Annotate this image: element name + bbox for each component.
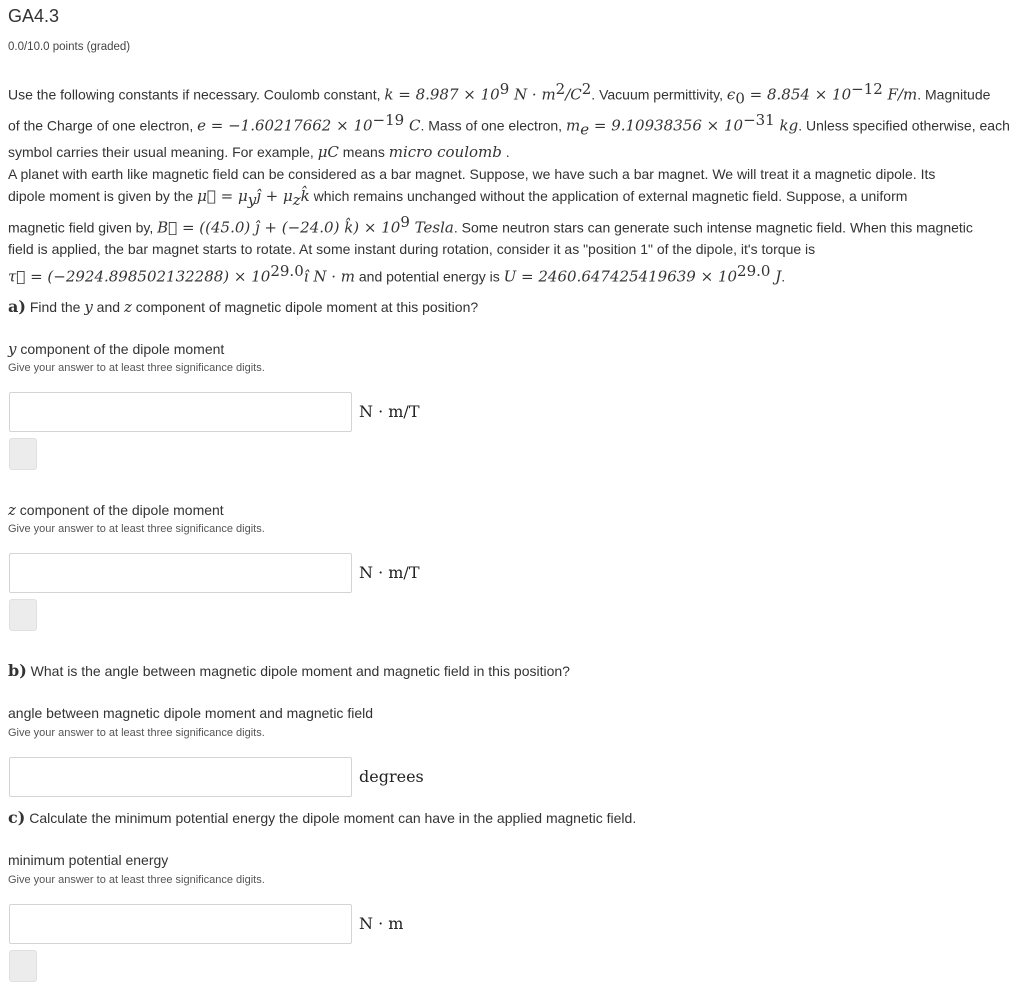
min-energy-status-button[interactable] [9, 950, 37, 982]
z-component-status-button[interactable] [9, 599, 37, 631]
min-energy-input[interactable] [9, 904, 352, 944]
part-a-question: a) Find the y and z component of magnetic dipole moment at this position? [8, 297, 479, 316]
part-b-question: b) What is the angle between magnetic dipole moment and magnetic field in this position? [8, 661, 570, 680]
problem-title: GA4.3 [8, 6, 60, 26]
part-c-question: c) Calculate the minimum potential energy the dipole moment can have in the applied magnetic field. [8, 808, 637, 827]
y-component-label: y component of the dipole moment [8, 340, 225, 358]
z-component-label: z component of the dipole moment [8, 501, 224, 519]
min-energy-label: minimum potential energy [8, 852, 169, 868]
y-component-help: Give your answer to at least three significance digits. [8, 362, 265, 374]
y-component-input[interactable] [9, 392, 352, 432]
angle-unit: degrees [359, 767, 424, 786]
z-component-input[interactable] [9, 553, 352, 593]
constants-paragraph: Use the following constants if necessary. Coulomb constant, $k = 8.987 \times 10^9$ $N \cdot m^2/C^2$. Vacuum permittivity, $\epsilon_0 = 8.854 \times 10^{-12}$ F/m. Magnitude of the Charge of one electron, $e = -1.60217662 \times 10^{-19}$ C. Mass of one electron, $m_e = 9.10938356 \times 10^{-31}$ kg. Unless specified otherwise, each symbol carries their usual meaning. For example, μC means micro coulomb . [8, 80, 1010, 161]
y-component-status-button[interactable] [9, 438, 37, 470]
z-component-help: Give your answer to at least three significance digits. [8, 523, 265, 535]
angle-input[interactable] [9, 757, 352, 797]
min-energy-help: Give your answer to at least three significance digits. [8, 874, 265, 886]
points-status: 0.0/10.0 points (graded) [8, 41, 131, 53]
angle-help: Give your answer to at least three significance digits. [8, 727, 265, 739]
y-component-unit: N · m/T [359, 402, 420, 421]
angle-label: angle between magnetic dipole moment and magnetic field [8, 705, 374, 721]
min-energy-unit: N · m [359, 914, 404, 933]
problem-statement: A planet with earth like magnetic field can be considered as a bar magnet. Suppose, we have such a bar magnet. We will treat it a magnetic dipole. Its dipole moment is given by the μ⃗ = $\mu_yĵ$ + $\mu_zk̂$ which remains unchanged without the application of external magnetic field. Suppose, a uniform magnetic field given by, B⃗ = ((45.0) ĵ + (−24.0) k̂) × $10^9$ Tesla. Some neutron stars can generate such intense magnetic field. When this magnetic field is applied, the bar magnet starts to rotate. At some instant during rotation, consider it as "position 1" of the dipole, it's torque is τ⃗ = $(-2924.898502132288) \times 10^{29.0}î$ N · m and potential energy is $U = 2460.647425419639 \times 10^{29.0}$ J. [8, 166, 973, 287]
z-component-unit: N · m/T [359, 563, 420, 582]
